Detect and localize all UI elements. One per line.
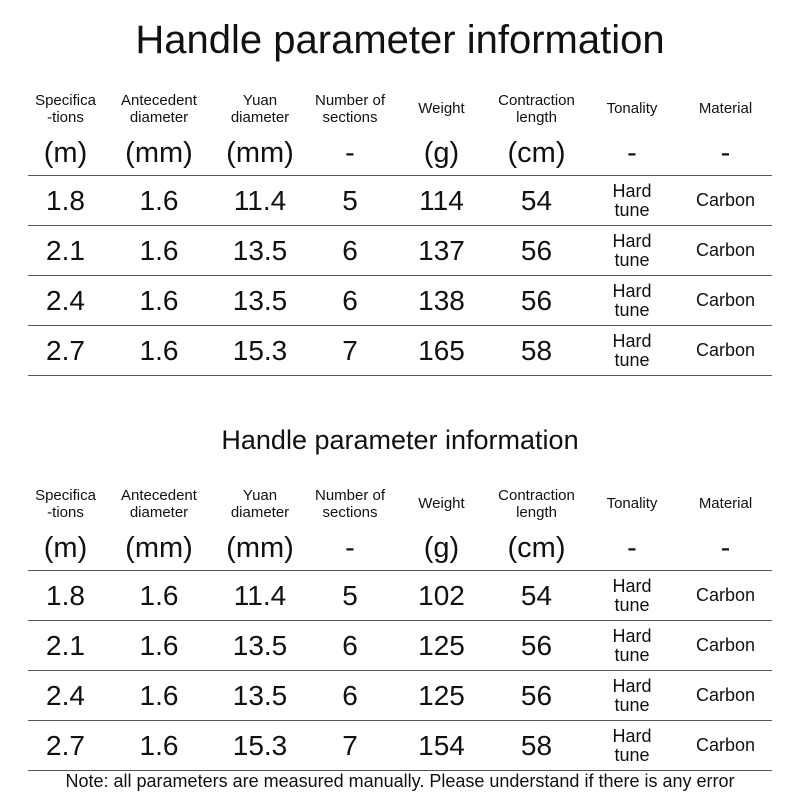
tonality-line: Hard xyxy=(612,575,652,596)
unit-specifications: (m) xyxy=(43,137,88,169)
header-text-line: length xyxy=(516,503,557,521)
table-row xyxy=(28,570,772,620)
cell-specifications: 2.7 xyxy=(46,334,85,366)
tonality-line: Hard xyxy=(612,675,652,696)
header-weight xyxy=(395,100,488,117)
cell-material: Carbon xyxy=(695,685,756,705)
cell-number-of-sections: 7 xyxy=(342,334,358,366)
unit-antecedent-diameter: (mm) xyxy=(125,532,193,564)
header-text-line: Number of xyxy=(314,486,386,504)
table-row xyxy=(28,225,772,275)
unit-antecedent-diameter: (mm) xyxy=(125,137,193,169)
cell-tonality xyxy=(585,332,679,370)
cell-antecedent-diameter: 1.6 xyxy=(139,729,179,761)
header-text-line: Number of xyxy=(314,91,386,109)
header-text-line: diameter xyxy=(129,503,189,521)
unit-specifications: (m) xyxy=(43,532,88,564)
header-text-line: Specifica xyxy=(35,486,96,504)
tonality-line: tune xyxy=(614,349,650,370)
cell-contraction-length: 56 xyxy=(520,629,553,661)
header-yuan-diameter xyxy=(215,487,305,521)
cell-antecedent-diameter: 1.6 xyxy=(139,679,179,711)
unit-number-of-sections: - xyxy=(345,137,355,169)
unit-yuan-diameter: (mm) xyxy=(226,137,294,169)
cell-number-of-sections: 6 xyxy=(342,679,358,711)
cell-material: Carbon xyxy=(695,585,756,605)
tonality-line: tune xyxy=(614,299,650,320)
header-antecedent-diameter xyxy=(103,487,215,521)
unit-weight: (g) xyxy=(423,532,460,564)
table-row xyxy=(28,720,772,771)
cell-contraction-length: 56 xyxy=(520,679,553,711)
unit-tonality: - xyxy=(627,532,637,564)
unit-yuan-diameter: (mm) xyxy=(226,532,294,564)
header-yuan-diameter xyxy=(215,92,305,126)
tonality-line: Hard xyxy=(612,180,652,201)
cell-tonality xyxy=(585,727,679,765)
cell-weight: 114 xyxy=(419,184,464,216)
cell-specifications: 2.7 xyxy=(46,729,85,761)
tonality-line: tune xyxy=(614,199,650,220)
cell-yuan-diameter: 13.5 xyxy=(232,284,288,316)
cell-tonality xyxy=(585,182,679,220)
header-text-line: Specifica xyxy=(35,91,96,109)
cell-yuan-diameter: 11.4 xyxy=(233,184,287,216)
header-number-of-sections xyxy=(305,487,395,521)
cell-material: Carbon xyxy=(695,240,756,260)
table-row xyxy=(28,670,772,720)
tonality-line: Hard xyxy=(612,725,652,746)
header-text-line: Yuan xyxy=(242,91,278,109)
table-1-title: Handle parameter information xyxy=(135,18,665,62)
header-text-line: Contraction xyxy=(498,486,575,504)
parameter-table-2 xyxy=(28,481,772,771)
header-tonality xyxy=(585,495,679,512)
cell-yuan-diameter: 13.5 xyxy=(232,679,288,711)
header-text-line: Weight xyxy=(418,495,465,512)
cell-specifications: 2.1 xyxy=(46,234,85,266)
header-specifications xyxy=(28,487,103,521)
cell-antecedent-diameter: 1.6 xyxy=(139,184,179,216)
header-text-line: Material xyxy=(698,100,753,117)
cell-weight: 137 xyxy=(418,234,465,266)
table-row xyxy=(28,620,772,670)
cell-weight: 165 xyxy=(418,334,465,366)
cell-weight: 138 xyxy=(418,284,465,316)
cell-number-of-sections: 6 xyxy=(342,284,358,316)
cell-yuan-diameter: 15.3 xyxy=(232,334,288,366)
tonality-line: Hard xyxy=(612,230,652,251)
units-row xyxy=(28,131,772,175)
header-text-line: Antecedent xyxy=(121,486,197,504)
cell-material: Carbon xyxy=(695,190,756,210)
footer-note: Note: all parameters are measured manually. Please understand if there is any error xyxy=(65,771,735,791)
parameter-table-1 xyxy=(28,86,772,376)
cell-antecedent-diameter: 1.6 xyxy=(139,579,179,611)
tonality-line: tune xyxy=(614,594,650,615)
cell-number-of-sections: 5 xyxy=(342,579,358,611)
cell-tonality xyxy=(585,577,679,615)
cell-contraction-length: 58 xyxy=(520,729,553,761)
header-row xyxy=(28,86,772,131)
cell-material: Carbon xyxy=(695,635,756,655)
header-text-line: diameter xyxy=(129,108,189,126)
header-specifications xyxy=(28,92,103,126)
tonality-line: Hard xyxy=(612,280,652,301)
cell-yuan-diameter: 13.5 xyxy=(232,234,288,266)
cell-specifications: 1.8 xyxy=(46,184,85,216)
header-contraction-length xyxy=(488,92,585,126)
cell-number-of-sections: 6 xyxy=(342,629,358,661)
cell-contraction-length: 58 xyxy=(520,334,553,366)
header-text-line: Tonality xyxy=(606,100,658,117)
cell-yuan-diameter: 15.3 xyxy=(232,729,288,761)
cell-specifications: 2.4 xyxy=(46,284,85,316)
header-text-line: sections xyxy=(322,503,378,521)
cell-tonality xyxy=(585,677,679,715)
header-material xyxy=(679,495,772,512)
header-text-line: Tonality xyxy=(606,495,658,512)
cell-antecedent-diameter: 1.6 xyxy=(139,629,179,661)
unit-material: - xyxy=(720,532,731,564)
tonality-line: Hard xyxy=(612,625,652,646)
cell-specifications: 2.4 xyxy=(46,679,85,711)
units-row xyxy=(28,526,772,570)
header-weight xyxy=(395,495,488,512)
table-2-title: Handle parameter information xyxy=(221,425,579,455)
table-row xyxy=(28,325,772,376)
cell-tonality xyxy=(585,627,679,665)
cell-yuan-diameter: 11.4 xyxy=(233,579,287,611)
header-text-line: Antecedent xyxy=(121,91,197,109)
unit-contraction-length: (cm) xyxy=(507,137,566,169)
cell-material: Carbon xyxy=(695,340,756,360)
header-material xyxy=(679,100,772,117)
header-number-of-sections xyxy=(305,92,395,126)
cell-contraction-length: 54 xyxy=(520,184,553,216)
tonality-line: tune xyxy=(614,744,650,765)
tonality-line: tune xyxy=(614,249,650,270)
header-text-line: diameter xyxy=(230,108,290,126)
tonality-line: tune xyxy=(614,694,650,715)
cell-weight: 154 xyxy=(418,729,465,761)
tonality-line: tune xyxy=(614,644,650,665)
cell-contraction-length: 56 xyxy=(520,284,553,316)
header-contraction-length xyxy=(488,487,585,521)
cell-contraction-length: 54 xyxy=(520,579,553,611)
unit-material: - xyxy=(720,137,731,169)
cell-tonality xyxy=(585,282,679,320)
cell-tonality xyxy=(585,232,679,270)
cell-antecedent-diameter: 1.6 xyxy=(139,334,179,366)
header-text-line: Material xyxy=(698,495,753,512)
header-text-line: Contraction xyxy=(498,91,575,109)
tonality-line: Hard xyxy=(612,330,652,351)
header-text-line: diameter xyxy=(230,503,290,521)
cell-material: Carbon xyxy=(695,290,756,310)
cell-weight: 125 xyxy=(418,629,465,661)
cell-contraction-length: 56 xyxy=(520,234,553,266)
cell-antecedent-diameter: 1.6 xyxy=(139,234,179,266)
header-text-line: length xyxy=(516,108,557,126)
cell-weight: 102 xyxy=(418,579,465,611)
cell-specifications: 1.8 xyxy=(46,579,85,611)
header-text-line: -tions xyxy=(47,108,84,126)
unit-number-of-sections: - xyxy=(345,532,355,564)
cell-number-of-sections: 7 xyxy=(342,729,358,761)
table-row xyxy=(28,275,772,325)
header-text-line: Yuan xyxy=(242,486,278,504)
cell-weight: 125 xyxy=(418,679,465,711)
cell-material: Carbon xyxy=(695,735,756,755)
table-row xyxy=(28,175,772,225)
unit-tonality: - xyxy=(627,137,637,169)
unit-contraction-length: (cm) xyxy=(507,532,566,564)
header-text-line: Weight xyxy=(418,100,465,117)
unit-weight: (g) xyxy=(423,137,460,169)
header-text-line: sections xyxy=(322,108,378,126)
cell-yuan-diameter: 13.5 xyxy=(232,629,288,661)
cell-antecedent-diameter: 1.6 xyxy=(139,284,179,316)
header-row xyxy=(28,481,772,526)
header-antecedent-diameter xyxy=(103,92,215,126)
header-text-line: -tions xyxy=(47,503,84,521)
cell-specifications: 2.1 xyxy=(46,629,85,661)
cell-number-of-sections: 6 xyxy=(342,234,358,266)
header-tonality xyxy=(585,100,679,117)
cell-number-of-sections: 5 xyxy=(342,184,358,216)
